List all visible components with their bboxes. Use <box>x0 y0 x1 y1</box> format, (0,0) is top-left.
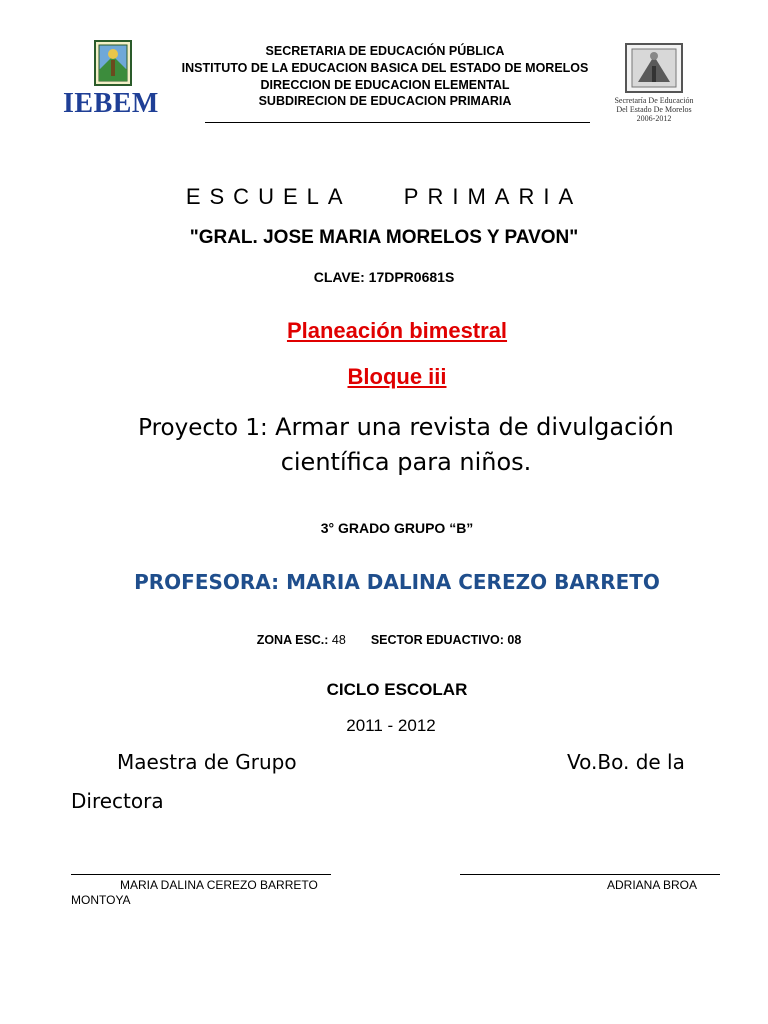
project <box>96 410 716 480</box>
zone-label: ZONA ESC.: <box>256 633 329 647</box>
project-text: Armar una revista de divulgación científica para niños. <box>275 413 674 476</box>
school-clave: CLAVE: 17DPR0681S <box>313 269 455 285</box>
zone-value: 48 <box>328 633 346 647</box>
bloque-title: Bloque iii <box>347 364 447 389</box>
vobo-label: Vo.Bo. de la <box>567 750 685 774</box>
seal-caption-line-2: Del Estado De Morelos <box>616 105 692 114</box>
iebem-shield-icon <box>94 40 132 86</box>
header-line-4: SUBDIRECION DE EDUCACION PRIMARIA <box>258 94 512 108</box>
school-name: "GRAL. JOSE MARIA MORELOS Y PAVON" <box>189 227 579 248</box>
header-line-1: SECRETARIA DE EDUCACIÓN PÚBLICA <box>265 44 505 58</box>
seal-caption-line-3: 2006-2012 <box>636 114 672 123</box>
cycle-label: CICLO ESCOLAR <box>326 680 468 699</box>
maestra-label: Maestra de Grupo <box>117 750 297 774</box>
directora-label: Directora <box>71 789 164 813</box>
seal-caption-line-1: Secretaría De Educación <box>614 96 694 105</box>
state-seal-caption <box>596 96 712 123</box>
teacher-signature-name-cont: MONTOYA <box>71 893 131 907</box>
signature-line-teacher <box>71 874 331 875</box>
sector-label: SECTOR EDUACTIVO: 08 <box>370 633 522 647</box>
iebem-logo-text: IEBEM <box>63 88 159 119</box>
cycle-years: 2011 - 2012 <box>346 716 436 735</box>
school-type <box>0 184 768 210</box>
school-type-word-2: PRIMARIA <box>403 184 583 209</box>
grade-group: 3° GRADO GRUPO “B” <box>320 520 474 536</box>
header-line-2: INSTITUTO DE LA EDUCACION BASICA DEL ESTADO DE MORELOS <box>181 61 589 75</box>
state-seal-icon <box>624 42 684 94</box>
teacher-signature-name: MARIA DALINA CEREZO BARRETO <box>120 878 318 892</box>
header-line-3: DIRECCION DE EDUCACION ELEMENTAL <box>260 78 510 92</box>
signature-line-director <box>460 874 720 875</box>
header-rule <box>205 122 590 123</box>
school-type-word-1: ESCUELA <box>185 184 352 209</box>
project-label: Proyecto 1: <box>138 415 276 441</box>
teacher-name: PROFESORA: MARIA DALINA CEREZO BARRETO <box>134 570 660 594</box>
plan-title: Planeación bimestral <box>286 318 508 343</box>
zone-sector <box>0 633 768 647</box>
director-signature-name: ADRIANA BROA <box>607 878 698 892</box>
